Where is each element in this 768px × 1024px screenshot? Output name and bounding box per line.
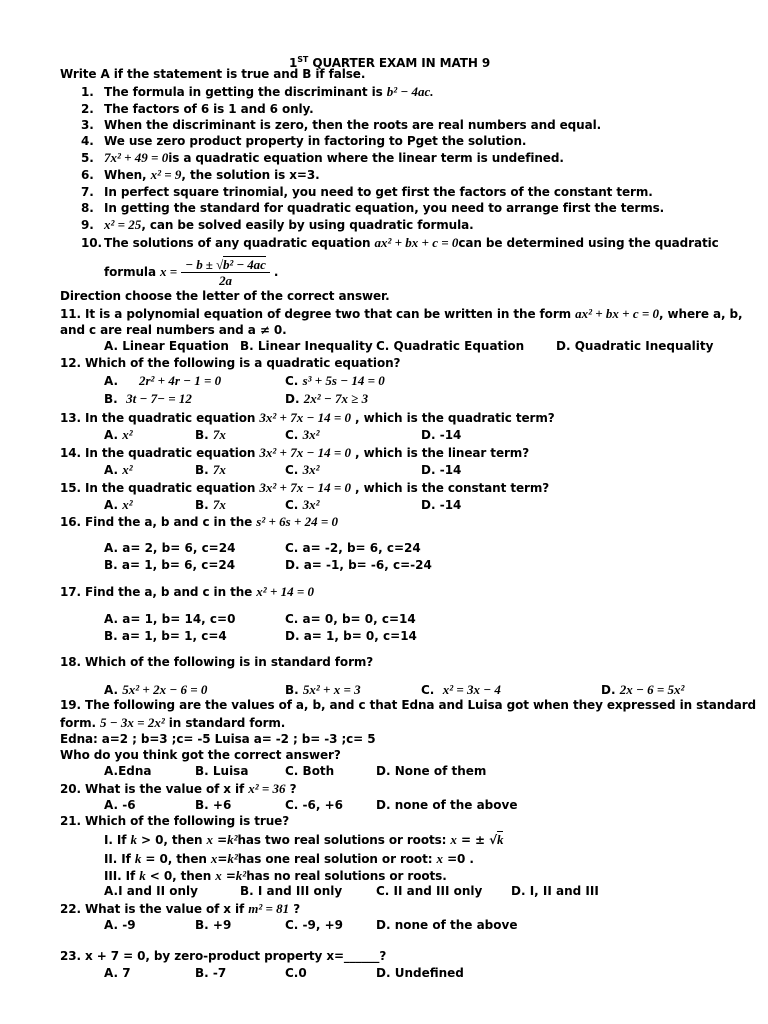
part1-direction: Write A if the statement is true and B if false. bbox=[60, 67, 366, 81]
q15-option-c bbox=[285, 497, 319, 513]
q21-i-root: k bbox=[496, 832, 504, 847]
q23-option-a: A. 7 bbox=[104, 966, 131, 980]
q18-option-c bbox=[421, 682, 501, 698]
q21-i-then: > 0, then bbox=[136, 833, 207, 847]
q19-option-b: B. Luisa bbox=[195, 764, 249, 778]
item-math: x² = 25 bbox=[104, 217, 142, 232]
q12-c-letter: C. bbox=[285, 374, 299, 388]
item-text: We use zero product property in factoring to Pget the solution. bbox=[104, 134, 527, 148]
item-text: When the discriminant is zero, then the roots are real numbers and equal. bbox=[104, 118, 602, 132]
item-number: 8. bbox=[81, 201, 94, 215]
question-text-end: , which is the linear term? bbox=[350, 446, 530, 460]
q18-a-letter: A. bbox=[104, 683, 119, 697]
q21-i-if: I. If bbox=[104, 833, 131, 847]
q20-end: ? bbox=[285, 782, 297, 796]
q13-option-b bbox=[195, 427, 226, 443]
option-math: x² bbox=[122, 462, 133, 477]
q21-ii-k: k bbox=[134, 851, 142, 866]
q12-option-c bbox=[285, 373, 385, 389]
option-math: 3x² bbox=[302, 462, 320, 477]
q12-b-letter: B. bbox=[104, 392, 118, 406]
q18-option-b bbox=[285, 682, 361, 698]
q21-i-k2: k² bbox=[227, 832, 238, 847]
question-17 bbox=[60, 584, 314, 600]
item-number: 2. bbox=[81, 102, 94, 116]
q16-math: s² + 6s + 24 = 0 bbox=[256, 514, 339, 529]
question-18: 18. Which of the following is in standard form? bbox=[60, 655, 374, 669]
q18-b-letter: B. bbox=[285, 683, 299, 697]
q19-form: form. bbox=[60, 716, 101, 730]
question-15 bbox=[60, 480, 549, 496]
q16-text: 16. Find the a, b and c in the bbox=[60, 515, 257, 529]
q19-option-d: D. None of them bbox=[376, 764, 487, 778]
item-number: 10. bbox=[81, 236, 102, 250]
q21-ii-then: = 0, then bbox=[141, 852, 211, 866]
q21-i-x: x bbox=[206, 832, 214, 847]
option-text: -14 bbox=[439, 463, 462, 477]
formula-label: formula bbox=[104, 265, 161, 279]
q21-statement-iii bbox=[104, 868, 447, 884]
option-math: 3x² bbox=[302, 427, 320, 442]
part1-item bbox=[81, 84, 434, 100]
question-math: 3x² + 7x − 14 = 0 bbox=[259, 445, 351, 460]
option-text: -14 bbox=[439, 428, 462, 442]
item-text: When, bbox=[104, 168, 151, 182]
part1-item bbox=[81, 200, 664, 216]
q17-option-b: B. a= 1, b= 1, c=4 bbox=[104, 629, 227, 643]
formula-numerator-text: − b ± bbox=[185, 257, 216, 272]
formula-end: . bbox=[273, 265, 279, 279]
option-letter: C. bbox=[285, 463, 299, 477]
q18-a-math: 5x² + 2x − 6 = 0 bbox=[122, 682, 208, 697]
option-letter: C. bbox=[285, 498, 299, 512]
q18-c-letter: C. bbox=[421, 683, 435, 697]
q14-option-a bbox=[104, 462, 133, 478]
item-text-end: can be determined using the quadratic bbox=[458, 236, 719, 250]
part1-item bbox=[81, 167, 320, 183]
q22-option-a: A. -9 bbox=[104, 918, 136, 932]
q12-option-d bbox=[285, 391, 368, 407]
question-text-end: , which is the quadratic term? bbox=[350, 411, 555, 425]
q17-option-a: A. a= 1, b= 14, c=0 bbox=[104, 612, 236, 626]
q17-option-d: D. a= 1, b= 0, c=14 bbox=[285, 629, 417, 643]
q21-i-k: k bbox=[130, 832, 137, 847]
item-math: ax² + bx + c = 0 bbox=[374, 235, 459, 250]
q22-option-c: C. -9, +9 bbox=[285, 918, 344, 932]
q21-ii-end: =0 . bbox=[443, 852, 474, 866]
q21-statement-i: I. If k > 0, then x =k²has two real solutions or roots: x = ± √k bbox=[104, 832, 504, 847]
q14-option-c bbox=[285, 462, 319, 478]
item-number: 5. bbox=[81, 151, 94, 165]
option-letter: A. bbox=[104, 463, 119, 477]
question-16 bbox=[60, 514, 338, 530]
q12-b-math: 3t − 7− = 12 bbox=[126, 391, 192, 406]
question-19-line3: Edna: a=2 ; b=3 ;c= -5 Luisa a= -2 ; b= -3 ;c= 5 bbox=[60, 732, 376, 746]
option-letter: D. bbox=[421, 498, 436, 512]
q15-option-a bbox=[104, 497, 133, 513]
q16-option-d: D. a= -1, b= -6, c=-24 bbox=[285, 558, 432, 572]
q12-a-math: 2r² + 4r − 1 = 0 bbox=[138, 373, 222, 388]
item-text-end: , can be solved easily by using quadratic formula. bbox=[141, 218, 474, 232]
formula-lhs: x = bbox=[160, 264, 178, 279]
q19-math: 5 − 3x = 2x² bbox=[100, 715, 165, 730]
option-text: -14 bbox=[439, 498, 462, 512]
option-math: 3x² bbox=[302, 497, 320, 512]
q21-ii-k2: k² bbox=[227, 851, 238, 866]
item-math: b² − 4ac. bbox=[386, 84, 434, 99]
q13-option-d bbox=[421, 427, 461, 443]
part2-direction: Direction choose the letter of the correct answer. bbox=[60, 289, 390, 303]
q16-option-b: B. a= 1, b= 6, c=24 bbox=[104, 558, 236, 572]
option-letter: B. bbox=[195, 428, 209, 442]
q11-option-c: C. Quadratic Equation bbox=[376, 339, 525, 353]
question-22 bbox=[60, 901, 300, 917]
q21-iii-if: III. If bbox=[104, 869, 140, 883]
question-19-line2 bbox=[60, 715, 285, 731]
item-text-end: , the solution is x=3. bbox=[181, 168, 320, 182]
q19-option-a: A.Edna bbox=[104, 764, 152, 778]
q20-text: 20. What is the value of x if bbox=[60, 782, 249, 796]
q20-math: x² = 36 bbox=[248, 781, 286, 796]
item-number: 3. bbox=[81, 118, 94, 132]
part1-item bbox=[81, 184, 653, 200]
q18-d-letter: D. bbox=[601, 683, 616, 697]
q20-option-c: C. -6, +6 bbox=[285, 798, 344, 812]
question-11-cont: and c are real numbers and a ≠ 0. bbox=[60, 323, 287, 337]
q12-d-math: 2x² − 7x ≥ 3 bbox=[303, 391, 369, 406]
q16-option-c: C. a= -2, b= 6, c=24 bbox=[285, 541, 421, 555]
part1-item bbox=[81, 101, 314, 117]
q21-iii-eq: = bbox=[221, 869, 236, 883]
q21-ii-x: x bbox=[210, 851, 218, 866]
item-text-end: is a quadratic equation where the linear term is undefined. bbox=[168, 151, 564, 165]
question-21: 21. Which of the following is true? bbox=[60, 814, 290, 828]
option-letter: B. bbox=[195, 463, 209, 477]
title-prefix: 1 bbox=[289, 56, 298, 70]
q13-option-c bbox=[285, 427, 319, 443]
option-letter: C. bbox=[285, 428, 299, 442]
q11-option-d: D. Quadratic Inequality bbox=[556, 339, 714, 353]
q23-option-c: C.0 bbox=[285, 966, 307, 980]
q19-option-c: C. Both bbox=[285, 764, 335, 778]
q11-text: 11. It is a polynomial equation of degree two that can be written in the form bbox=[60, 307, 576, 321]
title-superscript: ST bbox=[297, 55, 309, 64]
question-13 bbox=[60, 410, 555, 426]
part1-item bbox=[81, 117, 601, 133]
q21-i-pm: = ± bbox=[456, 833, 490, 847]
q11-option-a: A. Linear Equation bbox=[104, 339, 229, 353]
title-text: QUARTER EXAM IN MATH 9 bbox=[308, 56, 491, 70]
q18-d-math: 2x − 6 = 5x² bbox=[619, 682, 685, 697]
q16-option-a: A. a= 2, b= 6, c=24 bbox=[104, 541, 236, 555]
item-number: 1. bbox=[81, 85, 94, 99]
part1-item bbox=[81, 235, 719, 251]
option-letter: D. bbox=[421, 463, 436, 477]
q21-option-a: A.I and II only bbox=[104, 884, 198, 898]
option-math: x² bbox=[122, 427, 133, 442]
item-number: 7. bbox=[81, 185, 94, 199]
q21-iii-then: < 0, then bbox=[145, 869, 216, 883]
q21-option-b: B. I and III only bbox=[240, 884, 343, 898]
q21-iii-k2: k² bbox=[235, 868, 247, 883]
item-text: The formula in getting the discriminant is bbox=[104, 85, 387, 99]
option-letter: D. bbox=[421, 428, 436, 442]
question-14 bbox=[60, 445, 529, 461]
formula-denominator: 2a bbox=[219, 273, 232, 288]
q21-i-desc: has two real solutions or roots: bbox=[237, 833, 451, 847]
q11-text-end: , where a, b, bbox=[659, 307, 743, 321]
option-math: 7x bbox=[212, 462, 226, 477]
question-19: 19. The following are the values of a, b, and c that Edna and Luisa got when they expressed in standard bbox=[60, 698, 757, 712]
formula-line bbox=[104, 252, 278, 292]
question-text: 14. In the quadratic equation bbox=[60, 446, 260, 460]
option-letter: A. bbox=[104, 498, 119, 512]
part1-item bbox=[81, 217, 474, 233]
q12-option-a bbox=[104, 373, 221, 389]
q11-math: ax² + bx + c = 0 bbox=[575, 306, 660, 321]
question-math: 3x² + 7x − 14 = 0 bbox=[259, 480, 351, 495]
q15-option-b bbox=[195, 497, 226, 513]
q12-c-math: s³ + 5s − 14 = 0 bbox=[302, 373, 385, 388]
q20-option-b: B. +6 bbox=[195, 798, 232, 812]
q18-b-math: 5x² + x = 3 bbox=[302, 682, 361, 697]
option-letter: B. bbox=[195, 498, 209, 512]
option-letter: A. bbox=[104, 428, 119, 442]
q22-end: ? bbox=[289, 902, 301, 916]
q12-a-letter: A. bbox=[104, 374, 119, 388]
item-math: x² = 9 bbox=[150, 167, 182, 182]
q21-option-c: C. II and III only bbox=[376, 884, 483, 898]
q20-option-d: D. none of the above bbox=[376, 798, 518, 812]
q12-option-b bbox=[104, 391, 192, 407]
q21-iii-k: k bbox=[139, 868, 146, 883]
question-text: 13. In the quadratic equation bbox=[60, 411, 260, 425]
q22-math: m² = 81 bbox=[248, 901, 290, 916]
formula-numerator: − b ± √b² − 4ac bbox=[181, 257, 269, 273]
q13-option-a bbox=[104, 427, 133, 443]
q17-text: 17. Find the a, b and c in the bbox=[60, 585, 257, 599]
formula-root: b² − 4ac bbox=[223, 257, 266, 272]
q14-option-b bbox=[195, 462, 226, 478]
q21-option-d: D. I, II and III bbox=[511, 884, 599, 898]
q17-math: x² + 14 = 0 bbox=[256, 584, 315, 599]
question-text: 15. In the quadratic equation bbox=[60, 481, 260, 495]
item-text: The factors of 6 is 1 and 6 only. bbox=[104, 102, 314, 116]
option-math: 7x bbox=[212, 497, 226, 512]
q19-form-end: in standard form. bbox=[164, 716, 286, 730]
q23-option-b: B. -7 bbox=[195, 966, 227, 980]
item-number: 4. bbox=[81, 134, 94, 148]
part1-item bbox=[81, 150, 564, 166]
q22-text: 22. What is the value of x if bbox=[60, 902, 249, 916]
q11-option-b: B. Linear Inequality bbox=[240, 339, 373, 353]
q21-iii-x: x bbox=[215, 868, 222, 883]
q12-d-letter: D. bbox=[285, 392, 300, 406]
question-text-end: , which is the constant term? bbox=[350, 481, 550, 495]
item-number: 9. bbox=[81, 218, 94, 232]
item-math: 7x² + 49 = 0 bbox=[104, 150, 169, 165]
question-19-line4: Who do you think got the correct answer? bbox=[60, 748, 341, 762]
q21-ii-eq: = bbox=[217, 852, 228, 866]
q18-option-d bbox=[601, 682, 684, 698]
q21-statement-ii bbox=[104, 851, 474, 867]
q21-ii-desc: has one real solution or root: bbox=[237, 852, 437, 866]
q22-option-d: D. none of the above bbox=[376, 918, 518, 932]
q20-option-a: A. -6 bbox=[104, 798, 136, 812]
question-11 bbox=[60, 306, 742, 322]
option-math: 7x bbox=[212, 427, 226, 442]
question-math: 3x² + 7x − 14 = 0 bbox=[259, 410, 351, 425]
q21-ii-x2: x bbox=[436, 851, 443, 866]
item-number: 6. bbox=[81, 168, 94, 182]
q15-option-d bbox=[421, 497, 461, 513]
quadratic-formula bbox=[181, 257, 269, 288]
q23-option-d: D. Undefined bbox=[376, 966, 464, 980]
q21-i-x2: x bbox=[450, 832, 457, 847]
q18-c-math: x² = 3x − 4 bbox=[442, 682, 501, 697]
item-text: In perfect square trinomial, you need to get first the factors of the constant term. bbox=[104, 185, 653, 199]
q17-option-c: C. a= 0, b= 0, c=14 bbox=[285, 612, 416, 626]
question-23: 23. x + 7 = 0, by zero-product property x=______? bbox=[60, 949, 387, 963]
q18-option-a bbox=[104, 682, 207, 698]
option-math: x² bbox=[122, 497, 133, 512]
question-12: 12. Which of the following is a quadratic equation? bbox=[60, 356, 401, 370]
part1-item bbox=[81, 133, 526, 149]
question-20 bbox=[60, 781, 297, 797]
item-text: The solutions of any quadratic equation bbox=[104, 236, 375, 250]
q21-i-eq: = bbox=[213, 833, 228, 847]
q22-option-b: B. +9 bbox=[195, 918, 232, 932]
q14-option-d bbox=[421, 462, 461, 478]
q21-iii-desc: has no real solutions or roots. bbox=[246, 869, 447, 883]
q21-ii-if: II. If bbox=[104, 852, 135, 866]
item-text: In getting the standard for quadratic equation, you need to arrange first the terms. bbox=[104, 201, 665, 215]
